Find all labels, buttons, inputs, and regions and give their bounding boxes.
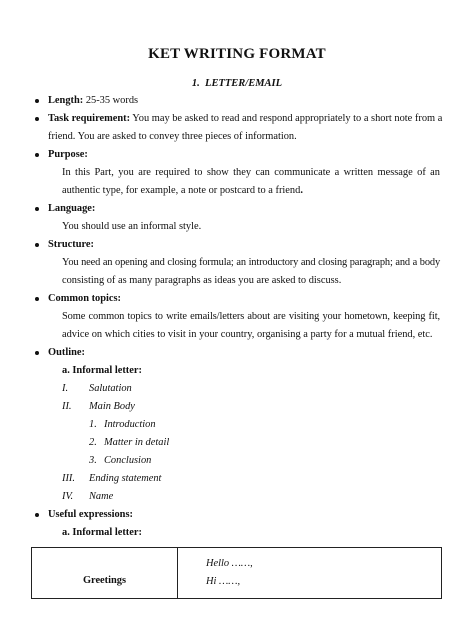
topics-line-2: advice on which cities to visit in your country, organising a party for a mutual friend, etc. (62, 329, 433, 340)
table-cell-expressions (178, 548, 442, 599)
outline-body-num: 1. (89, 419, 97, 430)
bullet-icon (35, 243, 39, 247)
purpose-label: Purpose: (48, 149, 88, 160)
structure-line-1: You need an opening and closing formula; an introductory and closing paragraph; and a body (62, 257, 440, 268)
outline-item-text: Main Body (89, 401, 135, 412)
bullet-icon (35, 207, 39, 211)
outline-body-text: Matter in detail (104, 437, 170, 448)
expressions-table (31, 547, 442, 599)
expression-line: Hi ……, (206, 576, 241, 587)
outline-body-text: Introduction (104, 419, 156, 430)
outline-body-num: 2. (89, 437, 97, 448)
purpose-line-2 (62, 184, 303, 197)
document-title: KET WRITING FORMAT (148, 46, 326, 62)
useful-label: Useful expressions: (48, 509, 133, 520)
outline-item-text: Name (89, 491, 114, 502)
outline-item-num: I. (62, 383, 69, 394)
bullet-icon (35, 513, 39, 517)
section-name: LETTER/EMAIL (205, 78, 283, 89)
useful-sub-heading: a. Informal letter: (62, 527, 142, 538)
outline-item-text: Salutation (89, 383, 132, 394)
outline-body-text: Conclusion (104, 455, 152, 466)
task-line-2: friend. You are asked to convey three pieces of information. (48, 131, 297, 142)
structure-label: Structure: (48, 239, 94, 250)
section-heading (0, 78, 474, 89)
outline-item-num: II. (62, 401, 72, 412)
topics-label: Common topics: (48, 293, 122, 304)
section-number: 1. (191, 78, 200, 89)
task-line-1 (48, 112, 443, 125)
structure-line-2: consisting of as many paragraphs as ideas you are asked to discuss. (62, 275, 342, 286)
bullet-icon (35, 153, 39, 157)
purpose-line-1: In this Part, you are required to show they can communicate a written message of an (62, 167, 440, 178)
length-label: Length: (48, 95, 84, 106)
table-row (32, 548, 442, 599)
language-text: You should use an informal style. (62, 221, 202, 232)
length-line (48, 94, 138, 107)
topics-line-1: Some common topics to write emails/letters about are visiting your hometown, keeping fit, (62, 311, 440, 322)
task-label: Task requirement: (48, 113, 131, 124)
length-value: 25-35 words (85, 95, 139, 106)
outline-sub-heading: a. Informal letter: (62, 365, 142, 376)
language-label: Language: (48, 203, 96, 214)
bullet-icon (35, 297, 39, 301)
bullet-icon (35, 351, 39, 355)
purpose-text-2: authentic type, for example, a note or postcard to a friend (62, 185, 301, 196)
bullet-icon (35, 99, 39, 103)
outline-item-num: IV. (62, 491, 74, 502)
task-text-1: You may be asked to read and respond appropriately to a short note from a (132, 113, 443, 124)
expression-line: Hello ……, (206, 558, 253, 569)
outline-item-num: III. (62, 473, 75, 484)
table-cell-label: Greetings (32, 548, 178, 599)
outline-label: Outline: (48, 347, 85, 358)
purpose-period: . (300, 185, 303, 196)
bullet-icon (35, 117, 39, 121)
outline-item-text: Ending statement (89, 473, 162, 484)
outline-body-num: 3. (89, 455, 97, 466)
